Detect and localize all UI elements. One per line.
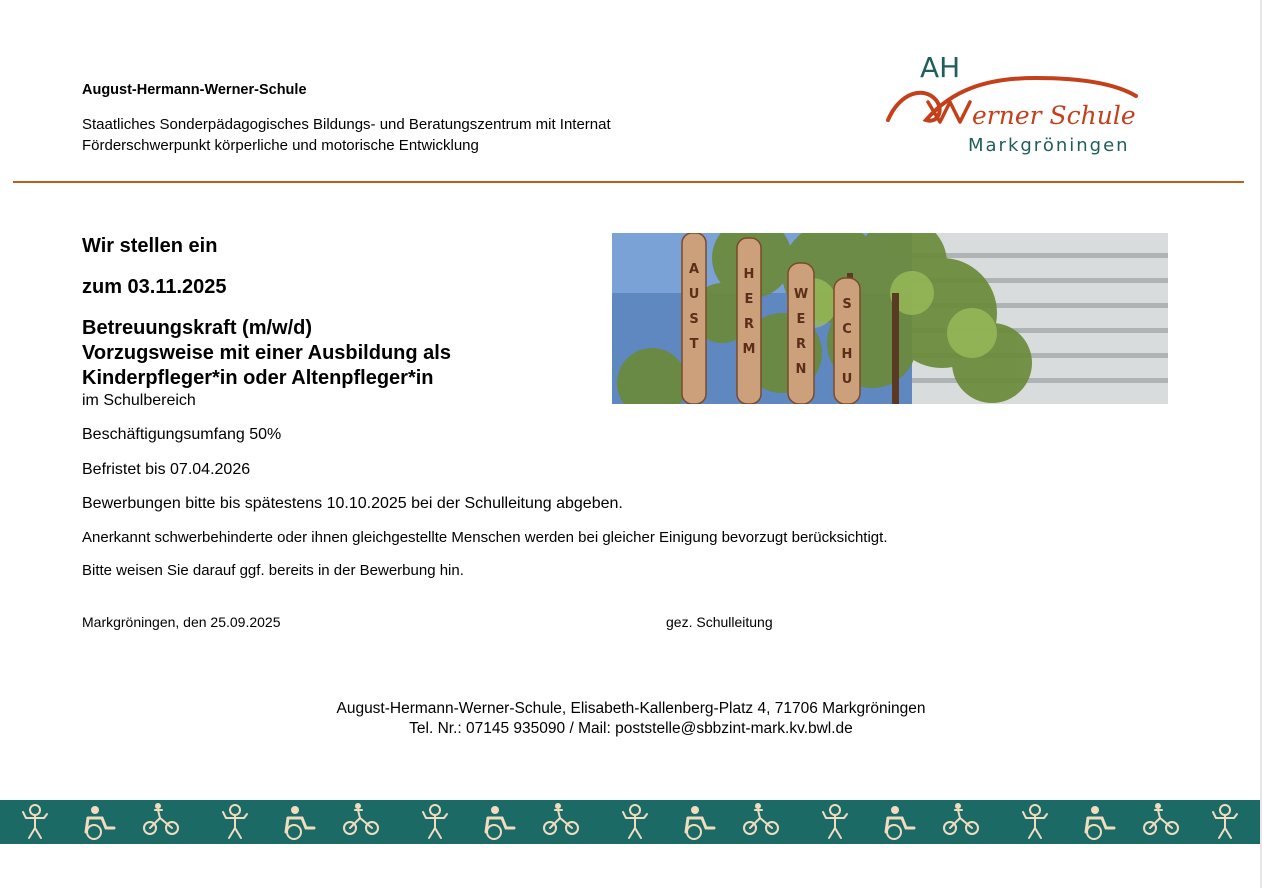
posting-heading: Wir stellen ein: [82, 235, 218, 257]
place-and-date: Markgröningen, den 25.09.2025: [82, 614, 281, 630]
application-deadline: Bewerbungen bitte bis spätestens 10.10.2025 bei der Schulleitung abgeben.: [82, 495, 623, 512]
svg-text:U: U: [841, 372, 853, 387]
svg-text:T: T: [689, 337, 699, 352]
footer-contact: Tel. Nr.: 07145 935090 / Mail: poststelle@sbbzint-mark.kv.bwl.de: [409, 720, 853, 737]
svg-text:W: W: [793, 287, 809, 302]
school-subtitle-line-1: Staatliches Sonderpädagogisches Bildungs- und Beratungszentrum mit Internat: [82, 116, 611, 133]
position-area: im Schulbereich: [82, 392, 196, 409]
svg-text:erner Schule: erner Schule: [972, 101, 1136, 130]
contract-limit: Befristet bis 07.04.2026: [82, 461, 251, 478]
svg-text:H: H: [743, 267, 755, 282]
application-hint: Bitte weisen Sie darauf ggf. bereits in der Bewerbung hin.: [82, 562, 464, 579]
school-subtitle-line-2: Förderschwerpunkt körperliche und motorische Entwicklung: [82, 137, 479, 154]
footer-address: August-Hermann-Werner-Schule, Elisabeth-Kallenberg-Platz 4, 71706 Markgröningen: [336, 700, 926, 717]
header-divider: [13, 181, 1244, 183]
svg-text:R: R: [795, 337, 807, 352]
svg-text:E: E: [796, 312, 806, 327]
equality-note: Anerkannt schwerbehinderte oder ihnen gleichgestellte Menschen werden bei gleicher Einigung bevorzugt berücksichtigt.: [82, 529, 888, 546]
svg-text:C: C: [842, 322, 852, 337]
decorative-band: [0, 800, 1260, 844]
svg-text:H: H: [841, 347, 853, 362]
svg-text:A: A: [688, 262, 700, 277]
position-title: [82, 316, 451, 391]
svg-text:U: U: [688, 287, 700, 302]
signature-line: gez. Schulleitung: [666, 614, 773, 630]
school-name: August-Hermann-Werner-Schule: [82, 82, 307, 98]
position-line-2: Vorzugsweise mit einer Ausbildung als: [82, 342, 451, 364]
school-logo: [866, 44, 1166, 164]
school-photo: [612, 233, 1168, 404]
svg-text:M: M: [742, 342, 756, 357]
svg-text:S: S: [689, 312, 699, 327]
svg-text:S: S: [842, 297, 852, 312]
logo-town: Markgröningen: [968, 135, 1130, 156]
svg-text:R: R: [743, 317, 755, 332]
employment-scope: Beschäftigungsumfang 50%: [82, 426, 282, 443]
position-line-3: Kinderpfleger*in oder Altenpfleger*in: [82, 367, 434, 389]
logo-initials: AH: [920, 51, 961, 84]
svg-text:N: N: [795, 362, 807, 377]
start-date-heading: zum 03.11.2025: [82, 276, 227, 298]
svg-text:E: E: [744, 292, 754, 307]
position-line-1: Betreuungskraft (m/w/d): [82, 317, 313, 339]
